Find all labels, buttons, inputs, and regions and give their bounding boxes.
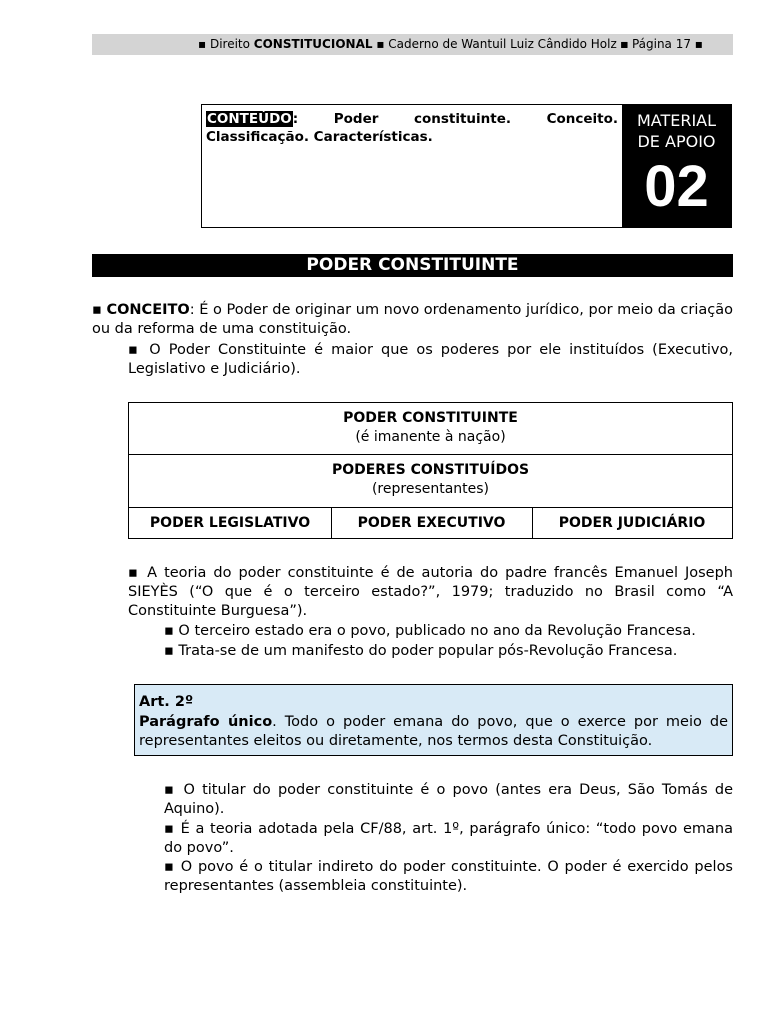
material-badge — [622, 105, 731, 227]
content-text: CONTEÚDO: Poder constituinte. Conceito. Classificação. Características. — [206, 111, 618, 145]
teoria-sub-1: ▪ O terceiro estado era o povo, publicado no ano da Revolução Francesa. — [164, 623, 696, 639]
list-item: ▪ O titular do poder constituinte é o povo (antes era Deus, São Tomás de Aquino). — [164, 782, 733, 817]
list-item: ▪ O povo é o titular indireto do poder constituinte. O poder é exercido pelos representantes (assembleia constituinte). — [164, 859, 733, 894]
conceito-paragraph: ▪ CONCEITO: É o Poder de originar um novo ordenamento jurídico, por meio da criação ou da reforma de uma constituição. — [92, 302, 733, 337]
section-title: PODER CONSTITUINTE — [92, 254, 733, 277]
teoria-paragraph: ▪ A teoria do poder constituinte é de autoria do padre francês Emanuel Joseph SIEYÈS (“O que é o terceiro estado?”, 1979; traduzido no Brasil como “A Constituinte Burguesa”). — [128, 565, 733, 619]
table-subheading: (representantes) — [371, 481, 490, 497]
table-cell-legislativo: PODER LEGISLATIVO — [129, 508, 332, 538]
teoria-sub-2: ▪ Trata-se de um manifesto do poder popular pós-Revolução Francesa. — [164, 643, 678, 659]
list-item: ▪ É a teoria adotada pela CF/88, art. 1º, parágrafo único: “todo povo emana do povo”. — [164, 821, 733, 856]
page-header — [92, 34, 733, 55]
article-paragraph: Parágrafo único. Todo o poder emana do povo, que o exerce por meio de representantes eleitos ou diretamente, nos termos desta Constituição. — [139, 714, 729, 749]
table-row-powers — [129, 508, 732, 538]
header-title: ▪ Direito CONSTITUCIONAL ▪ Caderno de Wantuil Luiz Cândido Holz ▪ — [198, 37, 629, 51]
table-cell-judiciario: PODER JUDICIÁRIO — [558, 515, 706, 531]
table-subheading: (é imanente à nação) — [355, 429, 506, 445]
table-row-constituidos — [129, 455, 732, 508]
page-number: ▪ Página 17 ▪ — [620, 37, 703, 51]
table-cell-executivo: PODER EXECUTIVO — [331, 508, 533, 538]
material-number: 02 — [644, 154, 709, 219]
conceito-sub-paragraph: ▪ O Poder Constituinte é maior que os poderes por ele instituídos (Executivo, Legislativo e Judiciário). — [128, 342, 733, 377]
material-label: MATERIAL DE APOIO — [636, 111, 717, 151]
content-box — [201, 104, 732, 228]
table-heading: PODERES CONSTITUÍDOS — [331, 462, 530, 478]
article-title: Art. 2º — [139, 694, 194, 710]
table-row-constituinte — [129, 403, 732, 455]
content-label: CONTEÚDO — [207, 111, 292, 127]
article-box — [134, 684, 733, 756]
powers-table — [128, 402, 733, 539]
table-heading: PODER CONSTITUINTE — [343, 410, 518, 426]
